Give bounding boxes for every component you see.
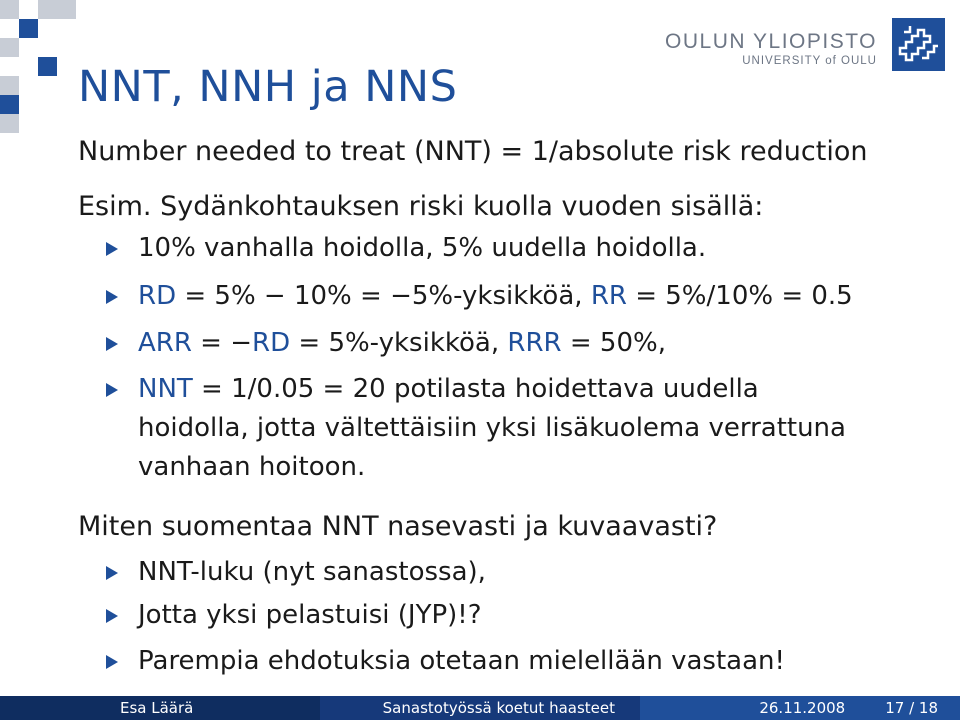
slide-footer [0,696,960,720]
university-emblem-icon [892,18,945,71]
question-text: Miten suomentaa NNT nasevasti ja kuvaavasti? [78,511,718,542]
bullet-text: = 1/0.05 = 20 potilasta hoidettava uudella [192,374,759,404]
university-logo [665,30,877,67]
corner-square [0,76,19,95]
term-arr: ARR [138,328,192,358]
footer-author: Esa Läärä [0,696,320,720]
list-item [138,328,666,358]
bullet-arrow-icon [106,383,118,397]
bullet-text: = 5%-yksikköä, [290,328,508,358]
corner-square [0,114,19,133]
bullet-continuation: vanhaan hoitoon. [138,452,366,482]
corner-square [38,57,57,76]
bullet-arrow-icon [106,609,118,623]
bullet-text: = 5% − 10% = −5%-yksikköä, [176,281,591,311]
corner-square [19,19,38,38]
term-rr: RR [590,281,627,311]
bullet-arrow-icon [106,290,118,304]
bullet-continuation: hoidolla, jotta vältettäisiin yksi lisäkuolema verrattuna [138,413,846,443]
definition-text: Number needed to treat (NNT) = 1/absolute risk reduction [78,136,868,167]
bullet-text: = 5%/10% = 0.5 [626,281,853,311]
bullet-arrow-icon [106,566,118,580]
bullet-text: = 50%, [561,328,666,358]
example-intro: Esim. Sydänkohtauksen riski kuolla vuoden sisällä: [78,191,764,222]
page-number: 17 / 18 [885,699,938,717]
corner-square [38,0,57,19]
bullet-text: 10% vanhalla hoidolla, 5% uudella hoidolla. [138,233,707,263]
list-item [138,233,706,263]
bullet-arrow-icon [106,655,118,669]
footer-right [640,696,960,720]
bullet-arrow-icon [106,242,118,256]
bullet-arrow-icon [106,337,118,351]
logo-line-2: UNIVERSITY of OULU [742,55,877,67]
corner-square [0,0,19,19]
term-rd: RD [138,281,177,311]
corner-square [57,0,76,19]
bullet-text: = − [191,328,253,358]
corner-square [0,38,19,57]
logo-line-1: OULUN YLIOPISTO [665,30,877,53]
answer-item: Jotta yksi pelastuisi (JYP)!? [138,600,482,630]
term-nnt: NNT [138,374,193,404]
term-rd: RD [252,328,291,358]
term-rrr: RRR [507,328,562,358]
footer-talk-title: Sanastotyössä koetut haasteet [320,696,640,720]
list-item [138,374,759,404]
answer-item: Parempia ehdotuksia otetaan mielellään vastaan! [138,646,785,676]
answer-item: NNT-luku (nyt sanastossa), [138,557,486,587]
page-title: NNT, NNH ja NNS [78,62,458,112]
list-item [138,281,853,311]
corner-square [0,95,19,114]
footer-date: 26.11.2008 [759,699,846,717]
